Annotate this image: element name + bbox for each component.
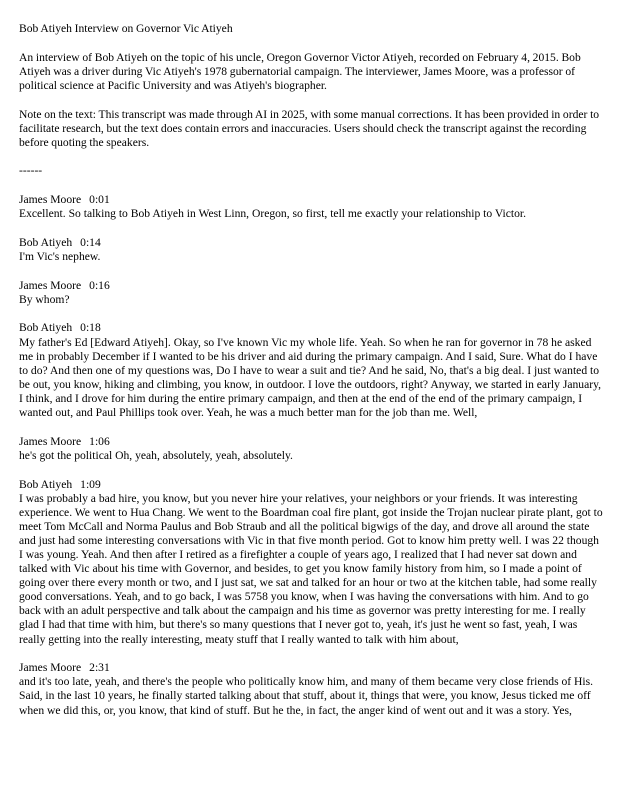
entry-text: and it's too late, yeah, and there's the people who politically know him, and many of them became very close friends of His. Said, in the last 10 years, he finally started talking about that stuff, about it, things that were, you know, Jesus ticked me off when we did this, or, you know, that kind of stuff. But he the, in fact, the anger kind of went out and it was a story. Yes, (19, 675, 594, 717)
intro-paragraph: An interview of Bob Atiyeh on the topic of his uncle, Oregon Governor Victor Atiyeh, recorded on February 4, 2015. Bob Atiyeh was a driver during Vic Atiyeh's 1978 gubernatorial campaign. The interviewer, James Moore, was a professor of political science at Pacific University and was Atiyeh's biographer. (19, 50, 581, 92)
timestamp: 1:06 (89, 434, 110, 448)
note-paragraph: Note on the text: This transcript was made through AI in 2025, with some manual corrections. It has been provided in order to facilitate research, but the text does contain errors and inaccuracies. Users should check the transcript against the recording before quoting the speakers. (19, 107, 600, 149)
transcript-document (19, 22, 604, 732)
speaker-line (19, 661, 604, 675)
timestamp: 0:01 (89, 193, 110, 207)
timestamp: 0:18 (80, 321, 101, 335)
entry-text: By whom? (19, 292, 70, 306)
speaker-line (19, 435, 604, 449)
separator-line: ------ (19, 164, 43, 178)
entry-text: he's got the political Oh, yeah, absolutely, yeah, absolutely. (19, 448, 293, 462)
document-title: Bob Atiyeh Interview on Governor Vic Atiyeh (19, 22, 233, 35)
timestamp: 1:09 (80, 477, 101, 491)
speaker-name: Bob Atiyeh (19, 321, 73, 335)
speaker-line (19, 279, 604, 293)
transcript-entry (19, 321, 604, 420)
transcript-entry (19, 435, 604, 463)
speaker-line (19, 321, 604, 335)
entry-text: I was probably a bad hire, you know, but you never hire your relatives, your neighbors or your friends. It was interesting experience. We went to Hua Chang. We went to the Boardman coal fire plant, got inside the Trojan nuclear pirate plant, got to meet Tom McCall and Norma Paulus and Bob Straub and all the political bigwigs of the day, and drove all around the state and just had some interesting conversations with Vic in that five month period. Got to know him pretty well. I was 22 though I was young. Yeah. And then after I retired as a firefighter a couple of years ago, I realized that I had never sat down and talked with Vic about his time with Governor, and besides, to get you know family history from him, so I made a point of going over there every month or two, and I just sat, we sat and talked for an hour or two at the kitchen table, had some really good conversations. Yeah, and to go back, I was 5758 you know, when I was having the conversations with him. And to go back with an adult perspective and talk about the campaign and his time as governor was pretty interesting for me. I really glad I had that time with him, but there's so many questions that I never got to, yeah, it's just he went so fast, yeah, I was really getting into the really interesting, meaty stuff that I really wanted to talk with him about, (19, 491, 603, 646)
timestamp: 0:16 (89, 278, 110, 292)
transcript-entry (19, 193, 604, 221)
timestamp: 0:14 (80, 235, 101, 249)
speaker-line (19, 478, 604, 492)
timestamp: 2:31 (89, 661, 110, 675)
speaker-name: James Moore (19, 661, 82, 675)
entry-text: My father's Ed [Edward Atiyeh]. Okay, so I've known Vic my whole life. Yeah. So when he ran for governor in 78 he asked me in probably December if I wanted to be his driver and aid during the primary campaign. And I said, Sure. What do I have to do? And then one of my questions was, Do I have to wear a suit and tie? And he said, No, that's a big deal. I just wanted to be out, you know, hiking and climbing, you know, in outdoor. I love the outdoors, right? Anyway, we started in early January, I think, and I drove for him during the entire primary campaign, and then at the end of the end of the primary campaign, I wanted out, and Paul Phillips took over. Yeah, he was a much better man for the job than me. Well, (19, 335, 602, 420)
transcript-entry (19, 279, 604, 307)
transcript-entry (19, 236, 604, 264)
speaker-name: Bob Atiyeh (19, 477, 73, 491)
transcript-entry (19, 478, 604, 647)
speaker-name: Bob Atiyeh (19, 235, 73, 249)
speaker-name: James Moore (19, 278, 82, 292)
speaker-name: James Moore (19, 434, 82, 448)
transcript-entry (19, 661, 604, 717)
entry-text: I'm Vic's nephew. (19, 250, 101, 263)
speaker-line (19, 193, 604, 207)
entry-text: Excellent. So talking to Bob Atiyeh in West Linn, Oregon, so first, tell me exactly your relationship to Victor. (19, 207, 527, 221)
speaker-name: James Moore (19, 193, 82, 207)
speaker-line (19, 236, 604, 250)
